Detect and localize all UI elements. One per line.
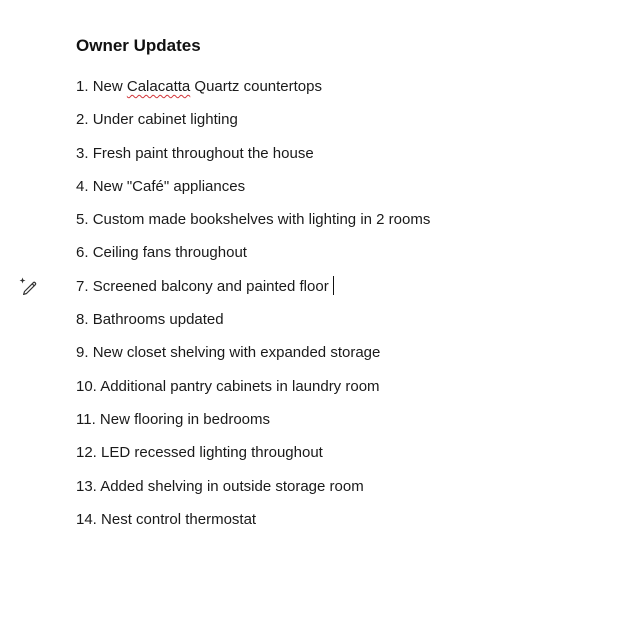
list-item-text: Additional pantry cabinets in laundry room	[100, 377, 380, 395]
list-item-5	[76, 209, 430, 242]
text-cursor	[333, 276, 334, 295]
list-item-text: Under cabinet lighting	[92, 111, 238, 129]
list-item-text: Bathrooms updated	[92, 311, 224, 329]
list-item-7	[76, 276, 430, 309]
list-item-10	[76, 376, 430, 409]
list-item-number: 2.	[76, 111, 89, 129]
list-item-11	[76, 409, 430, 442]
list-item-6	[76, 242, 430, 275]
list-item-text: New closet shelving with expanded storage	[92, 344, 381, 362]
list-item-text: Nest control thermostat	[101, 510, 257, 528]
list-item-number: 12.	[76, 444, 97, 462]
list-item-text: Screened balcony and painted floor	[92, 277, 329, 295]
updates-list	[76, 76, 430, 542]
list-item-number: 11.	[76, 410, 96, 428]
list-item-number: 6.	[76, 244, 89, 262]
document-heading: Owner Updates	[76, 36, 201, 55]
list-item-number: 4.	[76, 177, 89, 195]
list-item-number: 8.	[76, 311, 89, 329]
list-item-9	[76, 342, 430, 375]
list-item-4	[76, 176, 430, 209]
list-item-text: Ceiling fans throughout	[92, 244, 247, 262]
list-item-number: 9.	[76, 344, 89, 362]
list-item-number: 14.	[76, 510, 97, 528]
list-item-13	[76, 476, 430, 509]
copilot-sparkle-pen-icon[interactable]	[18, 276, 38, 296]
list-item-12	[76, 442, 430, 475]
list-item-text: New flooring in bedrooms	[99, 410, 271, 428]
list-item-number: 10.	[76, 377, 97, 395]
list-item-3	[76, 143, 430, 176]
list-item-number: 13.	[76, 477, 97, 495]
copilot-sparkle-pen-icon-graphic	[18, 276, 38, 296]
list-item-14	[76, 509, 430, 542]
list-item-number: 3.	[76, 144, 89, 162]
list-item-text: LED recessed lighting throughout	[101, 444, 323, 462]
list-item-text-suffix: Quartz countertops	[190, 78, 322, 95]
list-item-text: Fresh paint throughout the house	[92, 144, 314, 162]
misspelled-word[interactable]: Calacatta	[126, 78, 191, 95]
list-item-2	[76, 109, 430, 142]
list-item-text: Added shelving in outside storage room	[100, 477, 364, 495]
list-item-text: Custom made bookshelves with lighting in 2 rooms	[92, 211, 431, 229]
list-item-number: 1.	[76, 78, 89, 95]
list-item-1	[76, 76, 430, 109]
list-item-text: New "Café" appliances	[92, 177, 246, 195]
list-item-number: 5.	[76, 211, 89, 229]
list-item-text-prefix: New	[92, 78, 127, 95]
list-item-8	[76, 309, 430, 342]
list-item-number: 7.	[76, 277, 89, 295]
